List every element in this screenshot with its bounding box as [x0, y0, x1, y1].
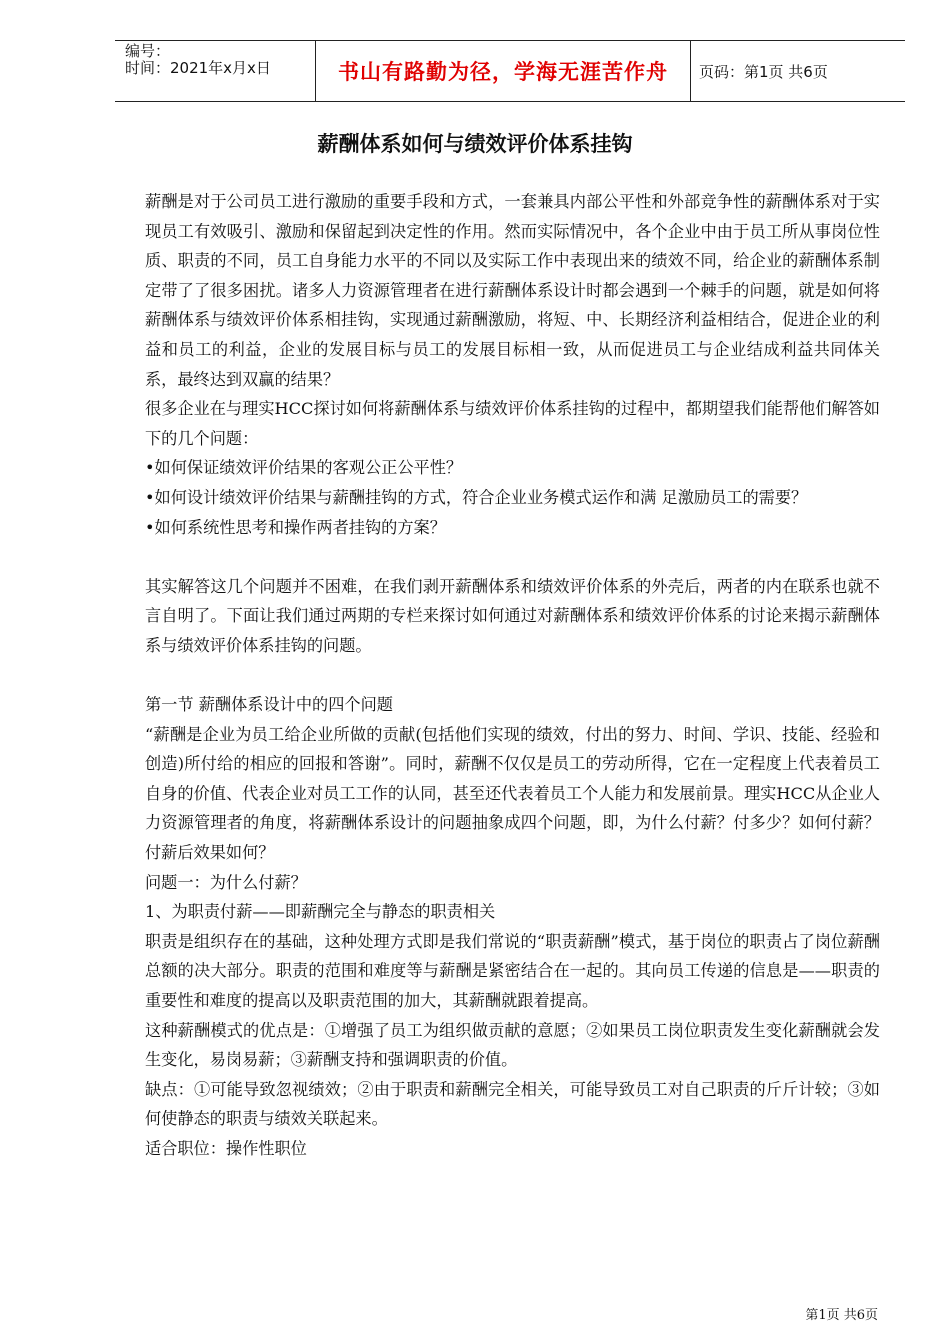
document-body	[145, 187, 880, 1164]
bullet-item: •如何保证绩效评价结果的客观公正公平性？	[145, 458, 463, 478]
paragraph: 其实解答这几个问题并不困难，在我们剥开薪酬体系和绩效评价体系的外壳后，两者的内在联系也就不言自明了。下面让我们通过两期的专栏来探讨如何通过对薪酬体系和绩效评价体系的讨论来揭示薪酬体系与绩效评价体系挂钩的问题。	[145, 576, 880, 655]
header-meta	[115, 41, 313, 101]
paragraph: 职责是组织存在的基础，这种处理方式即是我们常说的“职责薪酬”模式，基于岗位的职责占了岗位薪酬总额的决大部分。职责的范围和难度等与薪酬是紧密结合在一起的。其向员工传递的信息是——职责的重要性和难度的提高以及职责范围的加大，其薪酬就跟着提高。	[145, 931, 880, 1011]
header-page-number: 页码：第1页 共6页	[699, 62, 828, 81]
paragraph: 缺点：①可能导致忽视绩效；②由于职责和薪酬完全相关，可能导致员工对自己职责的斤斤计较；③如何使静态的职责与绩效关联起来。	[145, 1079, 880, 1129]
paragraph: 这种薪酬模式的优点是：①增强了员工为组织做贡献的意愿；②如果员工岗位职责发生变化薪酬就会发生变化，易岗易薪；③薪酬支持和强调职责的价值。	[145, 1020, 880, 1070]
bullet-item: •如何系统性思考和操作两者挂钩的方案？	[145, 517, 446, 537]
paragraph: 很多企业在与理实HCC探讨如何将薪酬体系与绩效评价体系挂钩的过程中，都期望我们能帮他们解答如下的几个问题：	[145, 399, 880, 448]
spacer	[145, 542, 880, 572]
page-header	[115, 40, 905, 102]
spacer	[145, 661, 880, 691]
header-motto-cell	[315, 41, 691, 101]
page-footer: 第1页 共6页	[805, 1308, 878, 1323]
header-motto: 书山有路勤为径，学海无涯苦作舟	[338, 60, 668, 84]
subheading: 1、为职责付薪——即薪酬完全与静态的职责相关	[145, 902, 496, 922]
question-heading: 问题一：为什么付薪？	[145, 872, 307, 892]
bullet-item: •如何设计绩效评价结果与薪酬挂钩的方式，符合企业业务模式运作和满 足激励员工的需要？	[145, 487, 808, 507]
paragraph: 薪酬是对于公司员工进行激励的重要手段和方式，一套兼具内部公平性和外部竞争性的薪酬体系对于实现员工有效吸引、激励和保留起到决定性的作用。然而实际情况中，各个企业中由于员工所从事岗位性质、职责的不同，员工自身能力水平的不同以及实际工作中表现出来的绩效不同，给企业的薪酬体系制定带了了很多困扰。诸多人力资源管理者在进行薪酬体系设计时都会遇到一个棘手的问题，就是如何将薪酬体系与绩效评价体系相挂钩，实现通过薪酬激励，将短、中、长期经济利益相结合，促进企业的利益和员工的利益，企业的发展目标与员工的发展目标相一致，从而促进员工与企业结成利益共同体关系，最终达到双赢的结果？	[145, 192, 880, 389]
paragraph: 适合职位：操作性职位	[145, 1139, 307, 1158]
header-number: 编号：	[125, 42, 171, 60]
paragraph: “薪酬是企业为员工给企业所做的贡献(包括他们实现的绩效，付出的努力、时间、学识、技能、经验和创造)所付给的相应的回报和答谢”。同时，薪酬不仅仅是员工的劳动所得，它在一定程度上代表着员工自身的价值、代表企业对员工工作的认同，甚至还代表着员工个人能力和发展前景。理实HCC从企业人力资源管理者的角度，将薪酬体系设计的问题抽象成四个问题，即，为什么付薪？付多少？如何付薪？付薪后效果如何？	[145, 724, 880, 863]
document-title: 薪酬体系如何与绩效评价体系挂钩	[317, 132, 633, 156]
section-heading: 第一节 薪酬体系设计中的四个问题	[145, 695, 393, 715]
header-time: 时间：2021年x月x日	[125, 59, 271, 77]
